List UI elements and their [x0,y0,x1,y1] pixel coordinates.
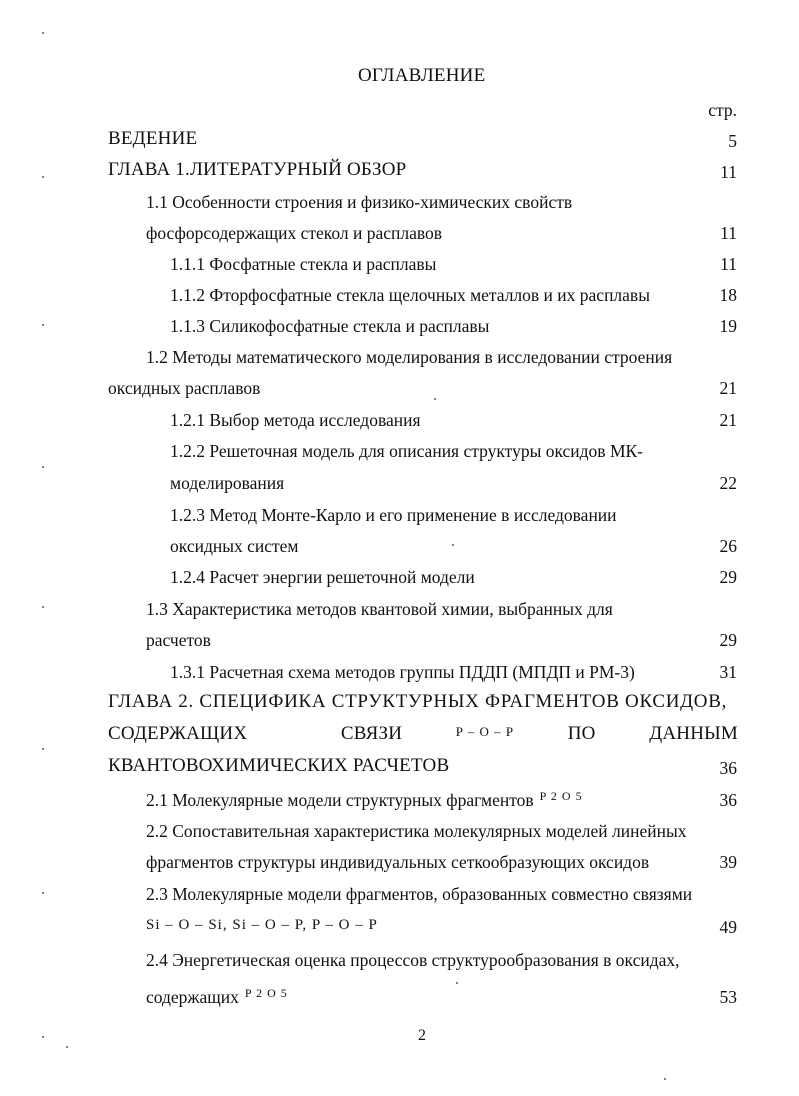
toc-entry-1-1-line1[interactable]: 1.1 Особенности строения и физико-химических свойств [146,192,573,212]
toc-entry-1-2-line2[interactable]: оксидных расплавов [108,378,261,398]
toc-entry-1-1-1[interactable]: 1.1.1 Фосфатные стекла и расплавы [170,254,437,274]
page-number: 2 [418,1027,426,1044]
toc-page-number: 36 [719,790,737,810]
formula-p2o5: P 2 O 5 [539,789,583,803]
scan-speck [664,1078,666,1080]
toc-page-number: 39 [719,852,737,872]
toc-entry-1-3-1[interactable]: 1.3.1 Расчетная схема методов группы ПДДП (МПДП и РМ-3) [170,662,635,682]
toc-entry-1-2-line1[interactable]: 1.2 Методы математического моделирования в исследовании строения [146,347,673,367]
toc-entry-text: 2.1 Молекулярные модели структурных фрагментов [146,790,534,810]
scan-speck [42,1036,44,1038]
toc-page-number: 18 [719,285,737,305]
scan-speck [42,748,44,750]
toc-page-number: 19 [719,316,737,336]
toc-page-number: 21 [719,410,737,430]
toc-entry-1-2-3-line1[interactable]: 1.2.3 Метод Монте-Карло и его применение в исследовании [170,505,617,525]
scan-speck [42,892,44,894]
scan-speck [452,544,454,546]
scan-speck [42,324,44,326]
scan-speck [456,982,458,984]
toc-entry-chapter-2-line2[interactable] [108,722,738,746]
word: СВЯЗИ [340,723,403,744]
toc-page-number: 11 [720,254,737,274]
toc-entry-2-1[interactable] [146,789,583,813]
toc-page-number: 29 [719,567,737,587]
toc-page-number: 31 [719,662,737,682]
toc-entry-1-3-line1[interactable]: 1.3 Характеристика методов квантовой химии, выбранных для [146,599,613,619]
toc-entry-1-1-3[interactable]: 1.1.3 Силикофосфатные стекла и расплавы [170,316,490,336]
toc-page-number: 5 [728,131,737,151]
toc-entry-1-2-3-line2[interactable]: оксидных систем [170,536,299,556]
toc-entry-1-2-1[interactable]: 1.2.1 Выбор метода исследования [170,410,421,430]
toc-entry-2-2-line1[interactable]: 2.2 Сопоставительная характеристика молекулярных моделей линейных [146,821,687,841]
toc-entry-2-4-line2[interactable] [146,986,288,1010]
toc-entry-1-1-2[interactable]: 1.1.2 Фторфосфатные стекла щелочных металлов и их расплавы [170,285,650,305]
scan-speck [42,176,44,178]
toc-entry-1-3-line2[interactable]: расчетов [146,630,211,650]
scan-speck [42,32,44,34]
toc-page-number: 26 [719,536,737,556]
toc-entry-2-4-line1[interactable]: 2.4 Энергетическая оценка процессов структурообразования в оксидах, [146,950,680,970]
toc-page-number: 22 [719,473,737,493]
word: ДАННЫМ [649,723,738,744]
toc-entry-1-1-line2[interactable]: фосфорсодержащих стекол и расплавов [146,223,443,243]
toc-page-number: 29 [719,630,737,650]
toc-entry-2-2-line2[interactable]: фрагментов структуры индивидуальных сеткообразующих оксидов [146,852,650,872]
toc-entry-introduction[interactable]: ВЕДЕНИЕ [108,128,198,149]
toc-entry-2-3-line2[interactable]: Si – O – Si, Si – O – P, P – O – P [146,917,378,933]
toc-entry-1-2-2-line2[interactable]: моделирования [170,473,285,493]
toc-page-number: 11 [720,162,737,182]
scan-speck [42,606,44,608]
toc-entry-2-3-line1[interactable]: 2.3 Молекулярные модели фрагментов, образованных совместно связями [146,884,693,904]
toc-entry-chapter-2-line1[interactable]: ГЛАВА 2. СПЕЦИФИКА СТРУКТУРНЫХ ФРАГМЕНТОВ ОКСИДОВ, [108,691,728,712]
toc-page-number: 49 [719,917,737,937]
word: СОДЕРЖАЩИХ [108,723,248,744]
toc-page-number: 53 [719,987,737,1007]
scan-speck [434,398,436,400]
scan-speck [66,1046,68,1048]
page-column-label: стр. [708,100,737,120]
page-title: ОГЛАВЛЕНИЕ [358,65,486,86]
bond-formula: P – O – P [455,724,515,739]
toc-entry-1-2-2-line1[interactable]: 1.2.2 Решеточная модель для описания структуры оксидов МК- [170,441,644,461]
toc-page-number: 21 [719,378,737,398]
toc-entry-1-2-4[interactable]: 1.2.4 Расчет энергии решеточной модели [170,567,475,587]
toc-page-number: 36 [719,758,737,778]
toc-entry-text: содержащих [146,987,239,1007]
formula-p2o5: P 2 O 5 [244,986,288,1000]
toc-page-number: 11 [720,223,737,243]
toc-entry-chapter-2-line3[interactable]: КВАНТОВОХИМИЧЕСКИХ РАСЧЕТОВ [108,755,450,776]
word: ПО [567,723,596,744]
scan-speck [42,466,44,468]
toc-entry-chapter-1[interactable]: ГЛАВА 1.ЛИТЕРАТУРНЫЙ ОБЗОР [108,159,407,180]
